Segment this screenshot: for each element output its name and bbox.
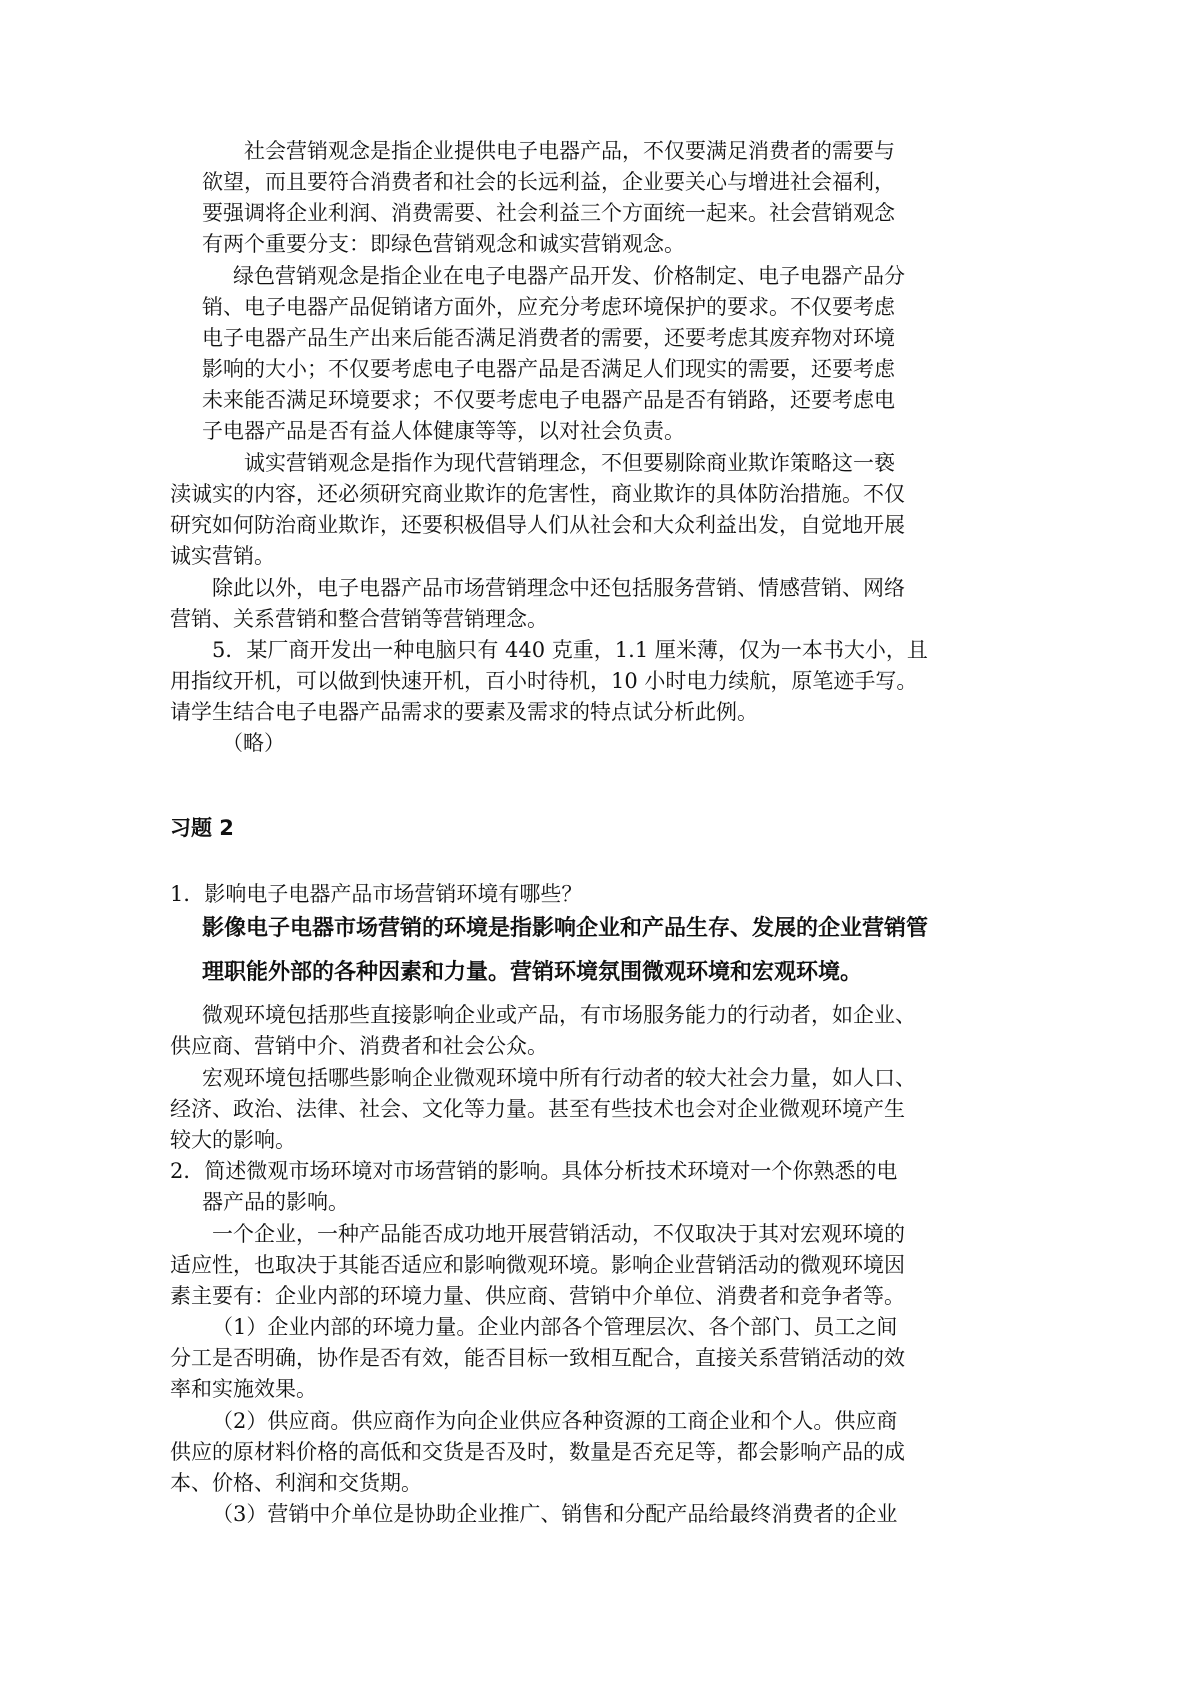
paragraph-honest-marketing-line-4: 诚实营销。 [170,544,275,568]
q1-bold-answer-line-2: 理职能外部的各种因素和力量。营销环境氛围微观环境和宏观环境。 [202,960,863,985]
paragraph-green-marketing-line-6: 子电器产品是否有益人体健康等等，以对社会负责。 [202,419,685,443]
paragraph-social-marketing-line-4: 有两个重要分支：即绿色营销观念和诚实营销观念。 [202,232,685,256]
paragraph-green-marketing-line-4: 影响的大小；不仅要考虑电子电器产品是否满足人们现实的需要，还要考虑 [202,357,895,381]
paragraph-other-concepts-line-2: 营销、关系营销和整合营销等营销理念。 [170,607,548,631]
q2-intro-line-3: 素主要有：企业内部的环境力量、供应商、营销中介单位、消费者和竞争者等。 [170,1284,905,1308]
q1-macro-line-3: 较大的影响。 [170,1128,296,1152]
q2-intro-line-1: 一个企业，一种产品能否成功地开展营销活动，不仅取决于其对宏观环境的 [212,1222,905,1246]
q2-item2-line-2: 供应的原材料价格的高低和交货是否及时，数量是否充足等，都会影响产品的成 [170,1440,905,1464]
paragraph-green-marketing-line-1: 绿色营销观念是指企业在电子电器产品开发、价格制定、电子电器产品分 [233,264,905,288]
q2-item1-line-3: 率和实施效果。 [170,1377,317,1401]
paragraph-honest-marketing-line-1: 诚实营销观念是指作为现代营销理念，不但要剔除商业欺诈策略这一亵 [244,451,895,475]
q2-item2-line-3: 本、价格、利润和交货期。 [170,1471,422,1495]
paragraph-social-marketing-line-1: 社会营销观念是指企业提供电子电器产品，不仅要满足消费者的需要与 [244,139,895,163]
paragraph-honest-marketing-line-2: 渎诚实的内容，还必须研究商业欺诈的危害性，商业欺诈的具体防治措施。不仅 [170,482,905,506]
q1-micro-line-1: 微观环境包括那些直接影响企业或产品，有市场服务能力的行动者，如企业、 [202,1003,916,1027]
q2-item2-line-1: （2）供应商。供应商作为向企业供应各种资源的工商企业和个人。供应商 [212,1409,898,1433]
paragraph-social-marketing-line-2: 欲望，而且要符合消费者和社会的长远利益，企业要关心与增进社会福利， [202,170,895,194]
q2-item1-line-1: （1）企业内部的环境力量。企业内部各个管理层次、各个部门、员工之间 [212,1315,898,1339]
q1-macro-line-1: 宏观环境包括哪些影响企业微观环境中所有行动者的较大社会力量，如人口、 [202,1066,916,1090]
q2-item3-line-1: （3）营销中介单位是协助企业推广、销售和分配产品给最终消费者的企业 [212,1502,898,1526]
question-5-line-3: 请学生结合电子电器产品需求的要素及需求的特点试分析此例。 [170,700,758,724]
paragraph-social-marketing-line-3: 要强调将企业利润、消费需要、社会利益三个方面统一起来。社会营销观念 [202,201,895,225]
q1-macro-line-2: 经济、政治、法律、社会、文化等力量。甚至有些技术也会对企业微观环境产生 [170,1097,905,1121]
paragraph-other-concepts-line-1: 除此以外，电子电器产品市场营销理念中还包括服务营销、情感营销、网络 [212,576,905,600]
omitted-answer: （略） [222,731,285,755]
q2-item1-line-2: 分工是否明确，协作是否有效，能否目标一致相互配合，直接关系营销活动的效 [170,1346,905,1370]
q2-intro-line-2: 适应性，也取决于其能否适应和影响微观环境。影响企业营销活动的微观环境因 [170,1253,905,1277]
paragraph-green-marketing-line-5: 未来能否满足环境要求；不仅要考虑电子电器产品是否有销路，还要考虑电 [202,388,895,412]
question-5-line-1: 5．某厂商开发出一种电脑只有 440 克重，1.1 厘米薄，仅为一本书大小，且 [212,638,928,662]
paragraph-honest-marketing-line-3: 研究如何防治商业欺诈，还要积极倡导人们从社会和大众利益出发，自觉地开展 [170,513,905,537]
question-2-line-1: 2．简述微观市场环境对市场营销的影响。具体分析技术环境对一个你熟悉的电 [170,1159,898,1183]
q1-micro-line-2: 供应商、营销中介、消费者和社会公众。 [170,1034,548,1058]
paragraph-green-marketing-line-3: 电子电器产品生产出来后能否满足消费者的需要，还要考虑其废弃物对环境 [202,326,895,350]
q1-bold-answer-line-1: 影像电子电器市场营销的环境是指影响企业和产品生存、发展的企业营销管 [202,916,929,941]
question-5-line-2: 用指纹开机，可以做到快速开机，百小时待机，10 小时电力续航，原笔迹手写。 [170,669,918,693]
question-1: 1．影响电子电器产品市场营销环境有哪些？ [170,882,583,906]
question-2-line-2: 器产品的影响。 [202,1190,349,1214]
section-title: 习题 2 [170,816,234,840]
paragraph-green-marketing-line-2: 销、电子电器产品促销诸方面外，应充分考虑环境保护的要求。不仅要考虑 [202,295,895,319]
